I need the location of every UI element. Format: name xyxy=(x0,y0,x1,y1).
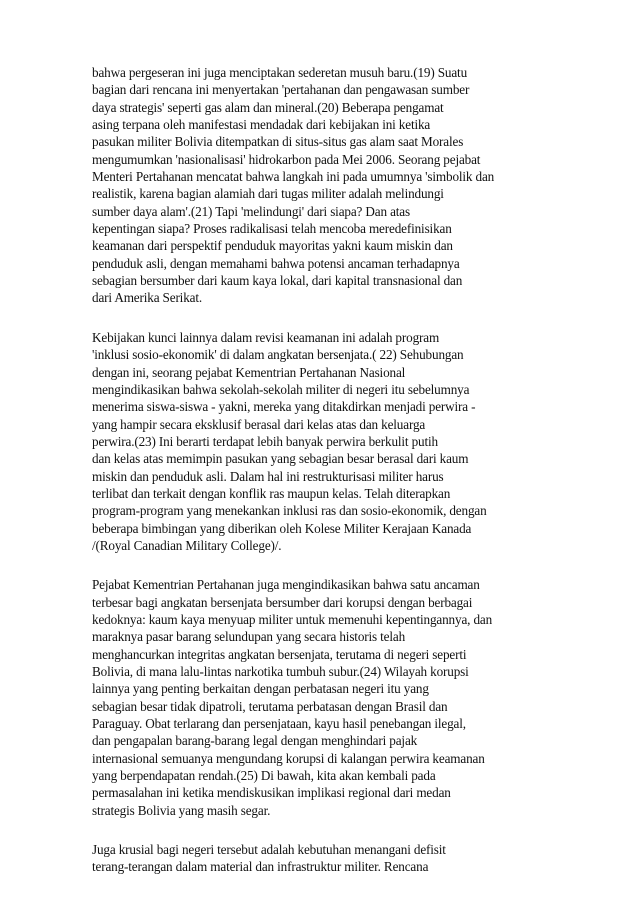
text-line: keamanan dari perspektif penduduk mayoritas yakni kaum miskin dan xyxy=(92,238,453,254)
text-line: Kebijakan kunci lainnya dalam revisi keamanan ini adalah program xyxy=(92,329,440,345)
text-line: menghancurkan integritas angkatan bersenjata, terutama di negeri seperti xyxy=(92,646,467,662)
text-line: sebagian besar tidak dipatroli, terutama perbatasan dengan Brasil dan xyxy=(92,698,448,714)
text-line: Menteri Pertahanan mencatat bahwa langkah ini pada umumnya 'simbolik dan xyxy=(92,169,495,185)
text-line: kepentingan siapa? Proses radikalisasi telah mencoba meredefinisikan xyxy=(92,221,452,237)
text-line: dan pengapalan barang-barang legal dengan menghindari pajak xyxy=(92,733,418,749)
text-line: beberapa bimbingan yang diberikan oleh Kolese Militer Kerajaan Kanada xyxy=(92,520,472,536)
text-line: terbesar bagi angkatan bersenjata bersumber dari korupsi dengan berbagai xyxy=(92,594,473,610)
text-line: yang berpendapatan rendah.(25) Di bawah, kita akan kembali pada xyxy=(92,768,436,784)
text-line: Pejabat Kementrian Pertahanan juga mengindikasikan bahwa satu ancaman xyxy=(92,577,480,593)
text-line: penduduk asli, dengan memahami bahwa potensi ancaman terhadapnya xyxy=(92,255,460,271)
text-line: Bolivia, di mana lalu-lintas narkotika tumbuh subur.(24) Wilayah korupsi xyxy=(92,664,469,679)
text-line: bagian dari rencana ini menyertakan 'pertahanan dan pengawasan sumber xyxy=(92,82,470,98)
body-paragraph xyxy=(92,64,632,307)
text-line: kedoknya: kaum kaya menyuap militer untuk memenuhi kepentingannya, dan xyxy=(92,611,493,627)
text-line: lainnya yang penting berkaitan dengan perbatasan negeri itu yang xyxy=(92,681,429,697)
text-line: bahwa pergeseran ini juga menciptakan sederetan musuh baru.(19) Suatu xyxy=(92,65,468,80)
text-line: mengindikasikan bahwa sekolah-sekolah militer di negeri itu sebelumnya xyxy=(92,381,470,397)
text-line: maraknya pasar barang selundupan yang secara historis telah xyxy=(92,629,406,645)
text-line: Juga krusial bagi negeri tersebut adalah kebutuhan menangani defisit xyxy=(92,842,446,858)
text-line: menerima siswa-siswa - yakni, mereka yang ditakdirkan menjadi perwira - xyxy=(92,399,476,415)
text-line: pasukan militer Bolivia ditempatkan di situs-situs gas alam saat Morales xyxy=(92,134,464,150)
text-line: dari Amerika Serikat. xyxy=(92,290,203,306)
text-line: perwira.(23) Ini berarti terdapat lebih banyak perwira berkulit putih xyxy=(92,433,438,449)
text-line: mengumumkan 'nasionalisasi' hidrokarbon pada Mei 2006. Seorang pejabat xyxy=(92,151,481,167)
text-line: internasional semuanya mengundang korupsi di kalangan perwira keamanan xyxy=(92,750,485,766)
text-line: terlibat dan terkait dengan konflik ras maupun kelas. Telah diterapkan xyxy=(92,485,451,501)
text-line: daya strategis' seperti gas alam dan mineral.(20) Beberapa pengamat xyxy=(92,99,444,115)
text-line: /(Royal Canadian Military College)/. xyxy=(92,537,282,553)
text-line: terang-terangan dalam material dan infrastruktur militer. Rencana xyxy=(92,859,429,875)
text-line: 'inklusi sosio-ekonomik' di dalam angkatan bersenjata.( 22) Sehubungan xyxy=(92,347,464,363)
text-line: sebagian bersumber dari kaum kaya lokal, dari kapital transnasional dan xyxy=(92,273,463,289)
body-paragraph xyxy=(92,841,632,876)
text-line: program-program yang menekankan inklusi ras dan sosio-ekonomik, dengan xyxy=(92,503,487,519)
text-line: dengan ini, seorang pejabat Kementrian Pertahanan Nasional xyxy=(92,364,406,380)
text-line: miskin dan penduduk asli. Dalam hal ini restrukturisasi militer harus xyxy=(92,468,444,484)
text-line: Paraguay. Obat terlarang dan persenjataan, kayu hasil penebangan ilegal, xyxy=(92,716,466,732)
text-line: dan kelas atas memimpin pasukan yang sebagian besar berasal dari kaum xyxy=(92,451,469,467)
text-line: permasalahan ini ketika mendiskusikan implikasi regional dari medan xyxy=(92,785,451,801)
text-line: sumber daya alam'.(21) Tapi 'melindungi' dari siapa? Dan atas xyxy=(92,203,410,219)
document-page xyxy=(92,64,632,898)
text-line: strategis Bolivia yang masih segar. xyxy=(92,802,271,818)
body-paragraph xyxy=(92,576,632,819)
text-line: asing terpana oleh manifestasi mendadak dari kebijakan ini ketika xyxy=(92,117,431,133)
text-line: realistik, karena bagian alamiah dari tugas militer adalah melindungi xyxy=(92,186,444,202)
text-line: yang hampir secara eksklusif berasal dari kelas atas dan keluarga xyxy=(92,416,426,432)
body-paragraph xyxy=(92,329,632,554)
